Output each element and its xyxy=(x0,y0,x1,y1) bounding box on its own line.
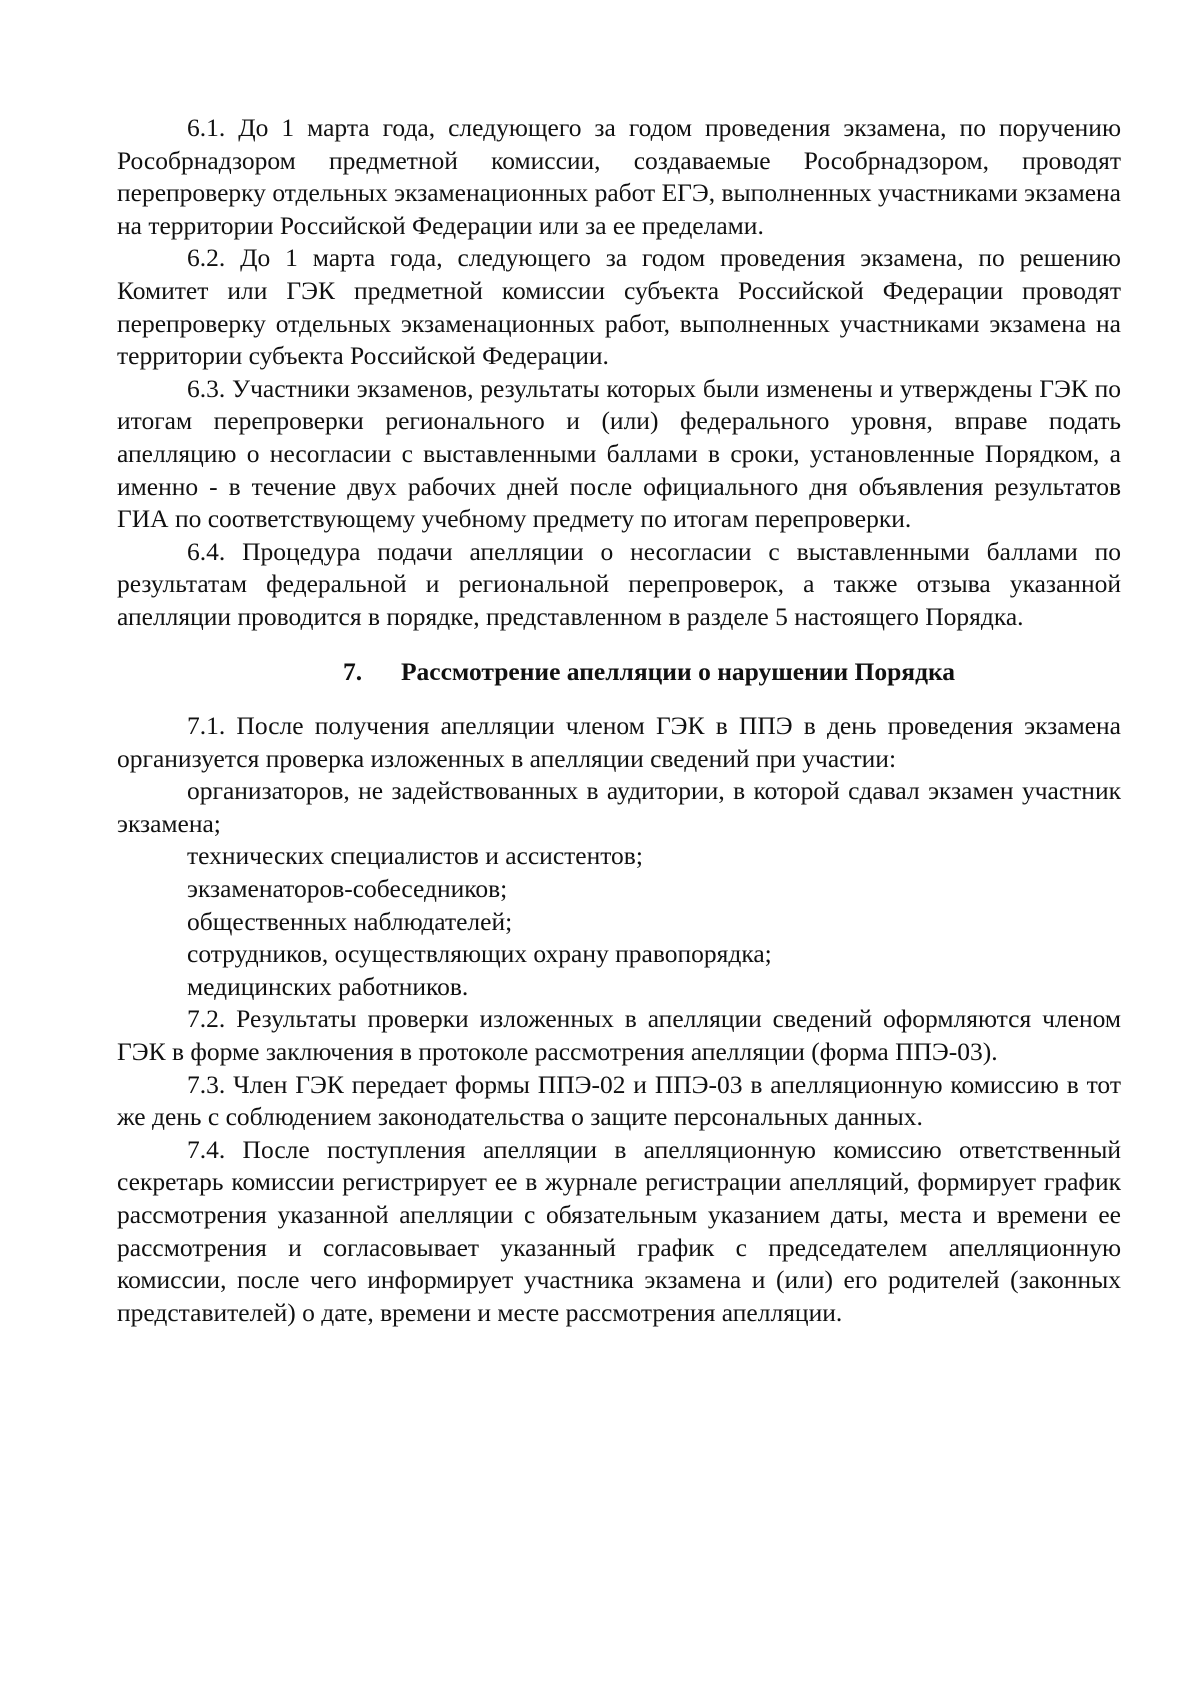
list-item: организаторов, не задействованных в аудитории, в которой сдавал экзамен участник экзамена; xyxy=(117,776,1121,838)
list-item: экзаменаторов-собеседников; xyxy=(187,874,508,904)
document-page xyxy=(117,112,1121,1329)
list-item: медицинских работников. xyxy=(187,971,469,1001)
list-item: технических специалистов и ассистентов; xyxy=(187,841,643,871)
paragraph-7-1: 7.1. После получения апелляции членом ГЭК в ППЭ в день проведения экзамена организуется проверка изложенных в апелляции сведений при участии: xyxy=(117,711,1121,773)
section-7-heading xyxy=(117,656,1121,689)
list-item: сотрудников, осуществляющих охрану правопорядка; xyxy=(187,939,772,969)
list-item: общественных наблюдателей; xyxy=(187,906,513,936)
paragraph-7-3: 7.3. Член ГЭК передает формы ППЭ-02 и ППЭ-03 в апелляционную комиссию в тот же день с соблюдением законодательства о защите персональных данных. xyxy=(117,1069,1121,1132)
paragraph-6-3: 6.3. Участники экзаменов, результаты которых были изменены и утверждены ГЭК по итогам перепроверки регионального и (или) федерального уровня, вправе подать апелляцию о несогласии с выставленными баллами в сроки, установленные Порядком, а именно - в течение двух рабочих дней после официального дня объявления результатов ГИА по соответствующему учебному предмету по итогам перепроверки. xyxy=(117,373,1121,534)
section-7-title: Рассмотрение апелляции о нарушении Порядка xyxy=(400,656,956,686)
paragraph-6-2: 6.2. До 1 марта года, следующего за годом проведения экзамена, по решению Комитет или ГЭК предметной комиссии субъекта Российской Федерации проводят перепроверку отдельных экзаменационных работ, выполненных участниками экзамена на территории субъекта Российской Федерации. xyxy=(117,243,1121,371)
paragraph-7-4: 7.4. После поступления апелляции в апелляционную комиссию ответственный секретарь комиссии регистрирует ее в журнале регистрации апелляций, формирует график рассмотрения указанной апелляции с обязательным указанием даты, места и времени ее рассмотрения и согласовывает указанный график с председателем апелляционную комиссии, после чего информирует участника экзамена и (или) его родителей (законных представителей) о дате, времени и месте рассмотрения апелляции. xyxy=(117,1134,1121,1327)
section-7-number: 7. xyxy=(342,656,363,686)
paragraph-6-1: 6.1. До 1 марта года, следующего за годом проведения экзамена, по поручению Рособрнадзором предметной комиссии, создаваемые Рособрнадзором, проводят перепроверку отдельных экзаменационных работ ЕГЭ, выполненных участниками экзамена на территории Российской Федерации или за ее пределами. xyxy=(117,113,1121,240)
paragraph-7-2: 7.2. Результаты проверки изложенных в апелляции сведений оформляются членом ГЭК в форме заключения в протоколе рассмотрения апелляции (форма ППЭ-03). xyxy=(117,1004,1121,1067)
paragraph-6-4: 6.4. Процедура подачи апелляции о несогласии с выставленными баллами по результатам федеральной и региональной перепроверок, а также отзыва указанной апелляции проводится в порядке, представленном в разделе 5 настоящего Порядка. xyxy=(117,536,1121,631)
